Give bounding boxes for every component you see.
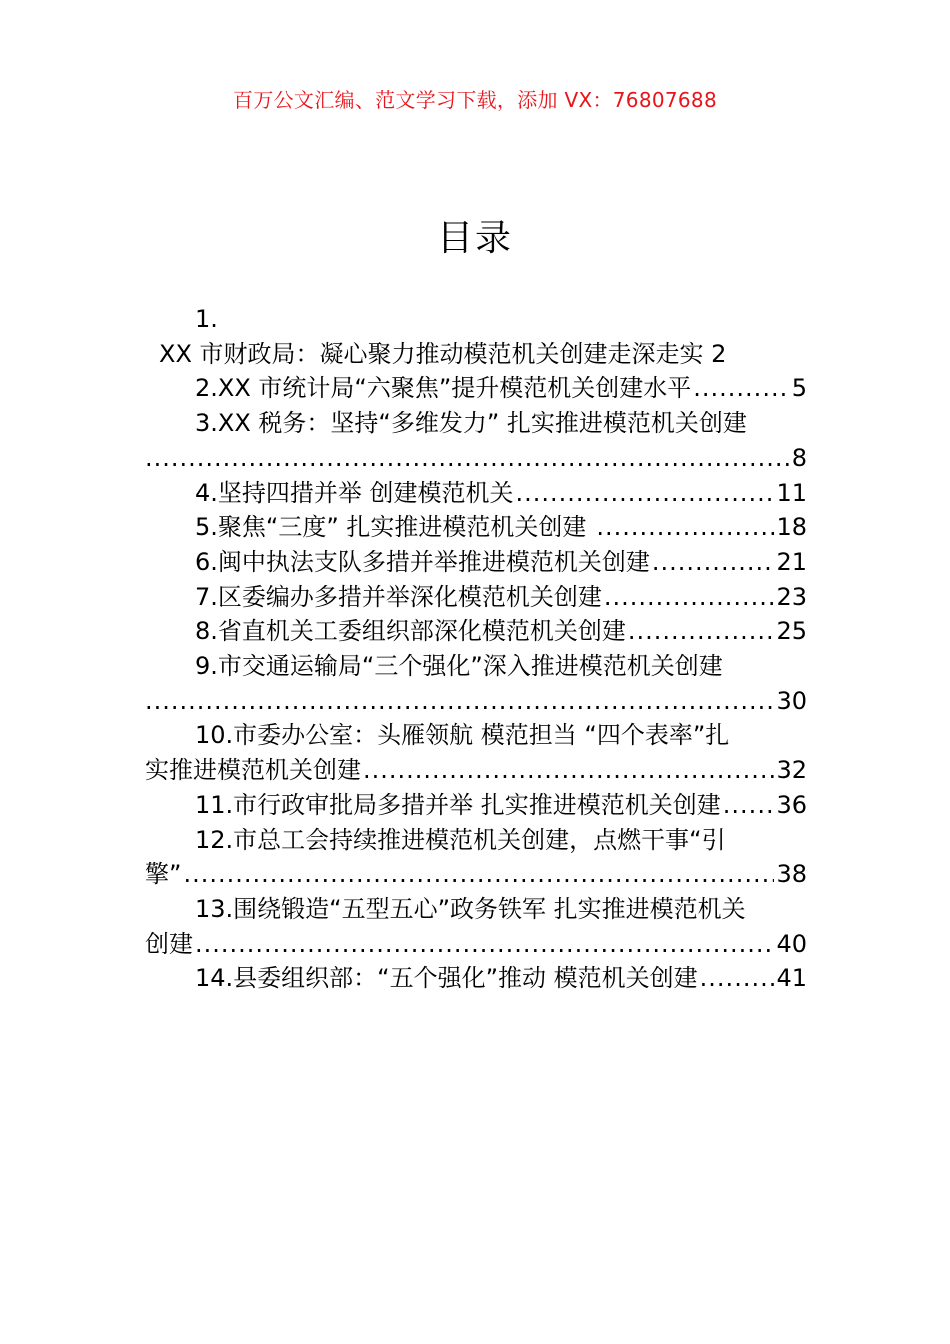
toc-entry-page: 38 xyxy=(776,860,807,889)
toc-entry-page: 41 xyxy=(776,964,807,993)
toc-entry-2[interactable] xyxy=(145,371,807,406)
toc-leader xyxy=(363,753,774,788)
toc-entry-10[interactable] xyxy=(145,718,807,787)
toc-entry-page: 11 xyxy=(776,478,807,507)
toc-entry-text-line1: 10.市委办公室：头雁领航 模范担当 “四个表率”扎 xyxy=(195,721,730,750)
toc-entry-text-line2: 擎” xyxy=(145,860,182,889)
toc-entry-number: 1. xyxy=(195,305,218,333)
toc-leader xyxy=(693,371,789,406)
toc-entry-13[interactable] xyxy=(145,892,807,961)
toc-entry-12[interactable] xyxy=(145,823,807,892)
toc-entry-page: 23 xyxy=(776,582,807,611)
toc-entry-1[interactable] xyxy=(145,302,807,371)
toc-leader xyxy=(628,614,775,649)
toc-leader xyxy=(516,476,775,511)
toc-entry-text: 2.XX 市统计局“六聚焦”提升模范机关创建水平 xyxy=(195,374,692,403)
toc-leader xyxy=(723,788,775,823)
toc-entry-text: XX 市财政局：凝心聚力推动模范机关创建走深走实 xyxy=(159,339,704,368)
toc-entry-5[interactable] xyxy=(145,510,807,545)
toc-entry-page: 2 xyxy=(711,339,727,368)
toc-entry-page: 18 xyxy=(776,513,807,542)
table-of-contents xyxy=(145,302,807,996)
toc-entry-text: 11.市行政审批局多措并举 扎实推进模范机关创建 xyxy=(195,790,721,819)
toc-entry-text: 6.闽中执法支队多措并举推进模范机关创建 xyxy=(195,547,650,576)
toc-entry-text: 4.坚持四措并举 创建模范机关 xyxy=(195,478,514,507)
toc-entry-text-line1: 12.市总工会持续推进模范机关创建，点燃干事“引 xyxy=(195,825,726,854)
toc-entry-text: 5.聚焦“三度” 扎实推进模范机关创建 xyxy=(195,513,587,542)
toc-leader xyxy=(604,580,775,615)
toc-leader xyxy=(145,684,774,719)
toc-entry-8[interactable] xyxy=(145,614,807,649)
toc-entry-6[interactable] xyxy=(145,545,807,580)
toc-entry-text-line1: 13.围绕锻造“五型五心”政务铁军 扎实推进模范机关 xyxy=(195,894,746,923)
toc-entry-page: 5 xyxy=(791,374,807,403)
toc-entry-text: 3.XX 税务：坚持“多维发力” 扎实推进模范机关创建 xyxy=(195,409,747,438)
toc-leader xyxy=(700,961,775,996)
toc-entry-page: 8 xyxy=(791,443,807,472)
toc-entry-page: 30 xyxy=(776,686,807,715)
toc-entry-text-line2: 创建 xyxy=(145,929,193,958)
toc-entry-text-line2: 实推进模范机关创建 xyxy=(145,756,361,785)
toc-entry-text: 8.省直机关工委组织部深化模范机关创建 xyxy=(195,617,626,646)
toc-leader xyxy=(596,510,774,545)
toc-entry-11[interactable] xyxy=(145,788,807,823)
toc-entry-page: 36 xyxy=(776,790,807,819)
toc-leader xyxy=(195,927,774,962)
toc-entry-page: 32 xyxy=(776,756,807,785)
toc-entry-text: 9.市交通运输局“三个强化”深入推进模范机关创建 xyxy=(195,652,723,681)
toc-entry-page: 21 xyxy=(776,547,807,576)
toc-entry-text: 14.县委组织部：“五个强化”推动 模范机关创建 xyxy=(195,964,698,993)
page-title: 目录 xyxy=(436,218,513,259)
toc-entry-text: 7.区委编办多措并举深化模范机关创建 xyxy=(195,582,602,611)
toc-entry-page: 25 xyxy=(776,617,807,646)
toc-leader xyxy=(652,545,775,580)
watermark-banner: 百万公文汇编、范文学习下载，添加 VX：76807688 xyxy=(233,88,717,112)
toc-entry-3[interactable] xyxy=(145,406,807,475)
toc-leader xyxy=(145,441,790,476)
toc-entry-4[interactable] xyxy=(145,476,807,511)
toc-leader xyxy=(183,857,774,892)
toc-entry-line xyxy=(145,337,807,372)
toc-entry-7[interactable] xyxy=(145,580,807,615)
toc-entry-page: 40 xyxy=(776,929,807,958)
toc-entry-14[interactable] xyxy=(145,961,807,996)
toc-entry-9[interactable] xyxy=(145,649,807,718)
